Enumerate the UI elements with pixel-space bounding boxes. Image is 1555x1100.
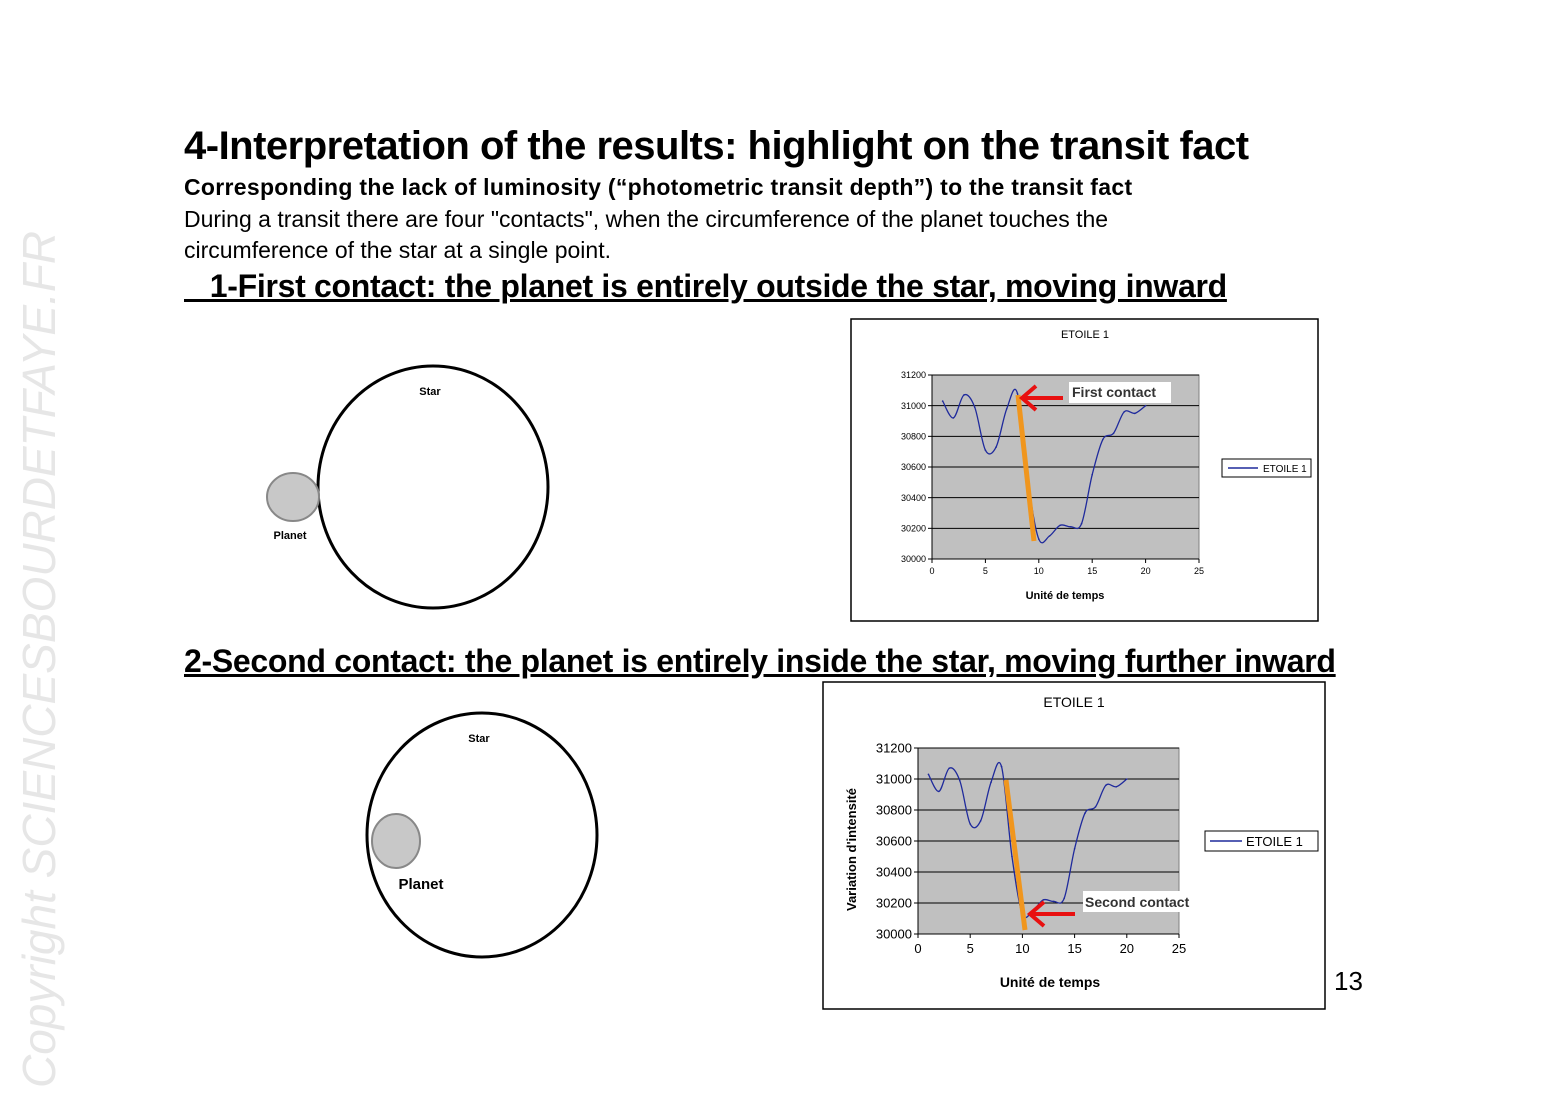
- x-tick-label: 10: [1015, 941, 1030, 956]
- chart-first-contact: [850, 318, 1320, 624]
- data-point: [1006, 408, 1008, 410]
- chart-second-contact: [822, 681, 1328, 1012]
- x-tick-label: 10: [1033, 566, 1044, 576]
- annotation-second-contact: Second contact: [1085, 894, 1190, 910]
- data-point: [1102, 439, 1104, 441]
- legend: [1205, 831, 1318, 851]
- y-tick-label: 31200: [900, 370, 926, 381]
- page-number: 13: [1334, 966, 1363, 996]
- second-contact-diagram: [355, 705, 610, 965]
- y-tick-label: 30400: [875, 864, 912, 880]
- data-point: [942, 400, 944, 402]
- data-point: [1091, 474, 1093, 476]
- data-point: [953, 417, 955, 419]
- data-point: [1095, 806, 1097, 808]
- data-point: [949, 767, 951, 769]
- data-point: [969, 823, 971, 825]
- data-point: [1070, 526, 1072, 528]
- y-tick-label: 30600: [875, 833, 912, 849]
- data-point: [1134, 413, 1136, 415]
- data-point: [1059, 524, 1061, 526]
- page-subtitle: Corresponding the lack of luminosity (“photometric transit depth”) to the transit fact: [184, 174, 1133, 200]
- y-tick-label: 30000: [900, 554, 926, 565]
- star-label: Star: [468, 733, 490, 745]
- planet-label: Planet: [398, 876, 444, 893]
- data-point: [1116, 786, 1118, 788]
- x-axis-label: Unité de temps: [1025, 590, 1105, 602]
- y-axis-label: Variation d'intensité: [844, 787, 859, 911]
- x-tick-label: 5: [966, 941, 974, 956]
- y-tick-label: 30800: [875, 802, 912, 818]
- data-point: [1084, 812, 1086, 814]
- x-tick-label: 15: [1087, 566, 1098, 576]
- star-label: Star: [419, 386, 441, 398]
- x-tick-label: 0: [929, 566, 935, 576]
- data-point: [1049, 535, 1051, 537]
- legend: [1222, 459, 1311, 477]
- x-tick-label: 0: [914, 941, 922, 956]
- y-tick-label: 30400: [900, 492, 926, 503]
- page-title: 4-Interpretation of the results: highlight on the transit fact: [184, 124, 1249, 168]
- data-point: [1105, 784, 1107, 786]
- x-tick-label: 25: [1193, 566, 1205, 576]
- copyright-watermark: Copyright SCIENCESBOURDETFAYE.FR: [13, 230, 65, 1088]
- data-point: [1113, 432, 1115, 434]
- intro-paragraph: During a transit there are four "contacts", when the circumference of the planet touches the circumference of the star at a single point.: [184, 206, 1109, 263]
- y-tick-label: 30200: [900, 523, 926, 534]
- y-tick-label: 30000: [875, 926, 912, 942]
- data-point: [928, 774, 930, 776]
- chart-title: ETOILE 1: [1043, 694, 1105, 710]
- data-point: [974, 406, 976, 408]
- y-tick-label: 30800: [900, 431, 926, 442]
- first-contact-diagram: [255, 355, 565, 620]
- data-point: [1126, 778, 1128, 780]
- y-tick-label: 31000: [875, 771, 912, 787]
- data-point: [1081, 523, 1083, 525]
- data-point: [990, 781, 992, 783]
- data-point: [1123, 411, 1125, 413]
- data-point: [1053, 901, 1055, 903]
- planet-circle: [267, 473, 319, 521]
- data-point: [963, 394, 965, 396]
- data-point: [1038, 538, 1040, 540]
- annotation-first-contact: First contact: [1072, 384, 1157, 400]
- y-tick-label: 31000: [900, 400, 926, 411]
- x-tick-label: 20: [1140, 566, 1151, 576]
- section-heading-first-contact: 1-First contact: the planet is entirely outside the star, moving inward: [184, 268, 1227, 304]
- planet-label: Planet: [273, 530, 307, 542]
- data-point: [1017, 393, 1019, 395]
- y-tick-label: 30600: [900, 462, 926, 473]
- section-heading-second-contact: 2-Second contact: the planet is entirely inside the star, moving further inward: [184, 643, 1336, 679]
- x-tick-label: 20: [1119, 941, 1135, 956]
- planet-circle: [372, 814, 420, 868]
- data-point: [995, 446, 997, 448]
- legend-label: ETOILE 1: [1263, 464, 1307, 475]
- data-point: [1145, 405, 1147, 407]
- chart-title: ETOILE 1: [1060, 329, 1110, 341]
- x-tick-label: 25: [1171, 941, 1187, 956]
- data-point: [1074, 848, 1076, 850]
- y-tick-label: 30200: [875, 895, 912, 911]
- data-point: [1042, 899, 1044, 901]
- data-point: [938, 791, 940, 793]
- y-tick-label: 31200: [875, 740, 912, 756]
- x-axis-label: Unité de temps: [999, 974, 1101, 990]
- data-point: [1011, 856, 1013, 858]
- star-circle: [318, 366, 548, 608]
- data-point: [980, 820, 982, 822]
- x-tick-label: 15: [1067, 941, 1082, 956]
- legend-label: ETOILE 1: [1246, 834, 1303, 849]
- data-point: [985, 449, 987, 451]
- data-point: [1063, 898, 1065, 900]
- x-tick-label: 5: [982, 566, 988, 576]
- data-point: [959, 780, 961, 782]
- data-point: [1001, 766, 1003, 768]
